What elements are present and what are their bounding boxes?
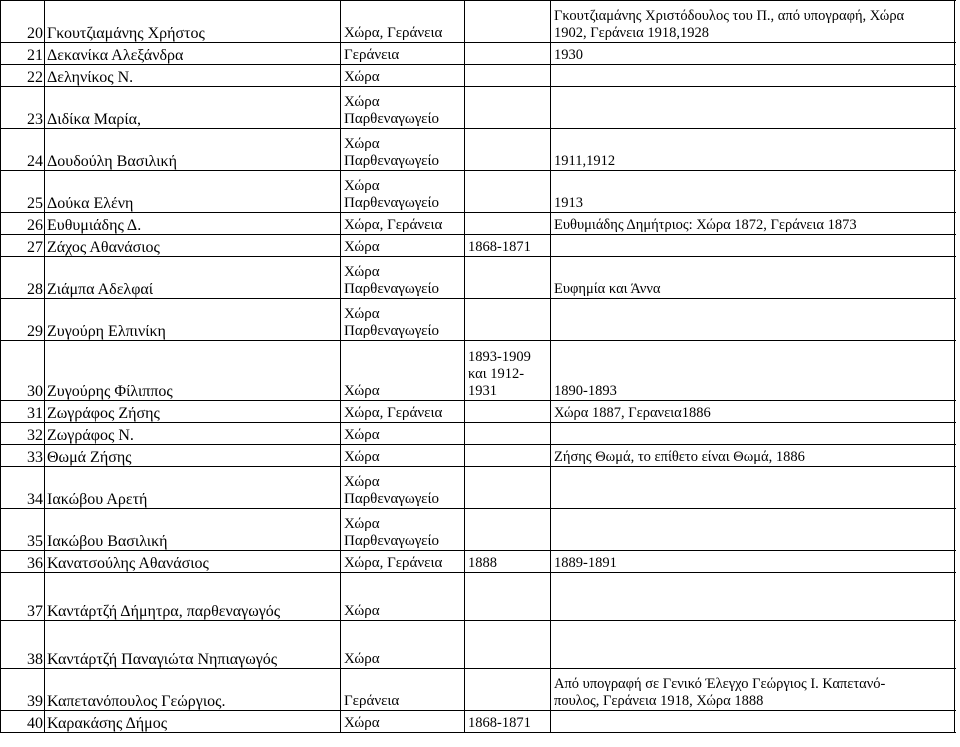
service-years-cell xyxy=(551,401,955,423)
location-cell-line: Παρθεναγωγείο xyxy=(344,195,440,211)
location-cell xyxy=(341,87,465,129)
location-cell-line: Χώρα xyxy=(344,603,380,619)
teacher-name: Ιακώβου Αρετή xyxy=(45,467,341,509)
location-cell xyxy=(341,445,465,467)
location-cell-line: Γεράνεια xyxy=(344,47,400,63)
teacher-name: Ζωγράφος Ν. xyxy=(45,423,341,445)
table-row xyxy=(1,467,955,509)
location-cell-line: Χώρα, Γεράνεια xyxy=(344,217,443,233)
service-years-cell xyxy=(551,213,955,235)
location-cell-line: Χώρα, Γεράνεια xyxy=(344,25,443,41)
row-number: 30 xyxy=(1,341,45,401)
teacher-name: Δεληνίκος Ν. xyxy=(45,65,341,87)
teacher-name: Δεκανίκα Αλεξάνδρα xyxy=(45,43,341,65)
table-row xyxy=(1,669,955,711)
location-cell xyxy=(341,341,465,401)
row-number: 37 xyxy=(1,573,45,621)
table-row xyxy=(1,341,955,401)
service-years-cell xyxy=(551,257,955,299)
note-cell-line: Χώρα 1887, Γερανεια1886 xyxy=(554,405,711,421)
row-number: 33 xyxy=(1,445,45,467)
location-cell-line: Γεράνεια xyxy=(344,693,400,709)
service-years-cell xyxy=(551,445,955,467)
row-number: 32 xyxy=(1,423,45,445)
location-cell-line: Χώρα xyxy=(344,651,380,667)
service-years-cell xyxy=(551,129,955,171)
location-cell xyxy=(341,467,465,509)
row-number: 28 xyxy=(1,257,45,299)
teacher-name: Κανατσούλης Αθανάσιος xyxy=(45,551,341,573)
location-cell xyxy=(341,669,465,711)
location-cell xyxy=(341,401,465,423)
years-cell xyxy=(465,401,551,423)
location-cell-line: Χώρα xyxy=(344,427,380,443)
row-number: 35 xyxy=(1,509,45,551)
note-cell-line: Ευθυμιάδης Δημήτριος: Χώρα 1872, Γεράνεια 1873 xyxy=(554,217,857,233)
location-cell xyxy=(341,509,465,551)
location-cell-line: Χώρα xyxy=(344,449,380,465)
location-cell xyxy=(341,129,465,171)
service-years-cell xyxy=(551,711,955,733)
row-number: 40 xyxy=(1,711,45,733)
location-cell-line: Χώρα, Γεράνεια xyxy=(344,405,443,421)
row-number: 20 xyxy=(1,1,45,43)
location-cell-line: Χώρα xyxy=(344,383,380,399)
teacher-name: Καντάρτζή Δήμητρα, παρθεναγωγός xyxy=(45,573,341,621)
location-cell-line: Παρθεναγωγείο xyxy=(344,323,440,339)
row-number: 29 xyxy=(1,299,45,341)
location-cell-line: Χώρα xyxy=(344,136,380,152)
note-cell-line: Γκουτζιαμάνης Χριστόδουλος του Π., από υπογραφή, Χώρα xyxy=(554,8,905,24)
row-number: 25 xyxy=(1,171,45,213)
years-cell xyxy=(465,509,551,551)
service-years-cell-line: 1930 xyxy=(554,47,583,63)
table-row xyxy=(1,171,955,213)
years-cell xyxy=(465,257,551,299)
table-row xyxy=(1,711,955,733)
service-years-cell xyxy=(551,669,955,711)
years-cell xyxy=(465,129,551,171)
teacher-name: Ευθυμιάδης Δ. xyxy=(45,213,341,235)
row-number: 38 xyxy=(1,621,45,669)
note-cell-line: Από υπογραφή σε Γενικό Έλεγχο Γεώργιος Ι. Καπετανό- xyxy=(554,676,886,692)
service-years-cell xyxy=(551,171,955,213)
teacher-name: Ζυγούρης Φίλιππος xyxy=(45,341,341,401)
table-row xyxy=(1,423,955,445)
service-years-cell xyxy=(551,1,955,43)
table-row xyxy=(1,551,955,573)
years-cell-line: 1868-1871 xyxy=(468,239,531,255)
location-cell-line: Χώρα xyxy=(344,239,380,255)
service-years-cell xyxy=(551,235,955,257)
location-cell xyxy=(341,213,465,235)
service-years-cell xyxy=(551,299,955,341)
location-cell xyxy=(341,299,465,341)
table-row xyxy=(1,129,955,171)
location-cell xyxy=(341,43,465,65)
table-row xyxy=(1,65,955,87)
service-years-cell xyxy=(551,509,955,551)
table-row xyxy=(1,445,955,467)
years-cell-line: 1893-1909 xyxy=(468,349,531,365)
teacher-name: Καπετανόπουλος Γεώργιος. xyxy=(45,669,341,711)
years-cell xyxy=(465,423,551,445)
years-cell xyxy=(465,445,551,467)
location-cell xyxy=(341,257,465,299)
note-cell-line: Ευφημία και Άννα xyxy=(554,281,661,297)
location-cell-line: Χώρα xyxy=(344,94,380,110)
row-number: 23 xyxy=(1,87,45,129)
teacher-name: Καντάρτζή Παναγιώτα Νηπιαγωγός xyxy=(45,621,341,669)
service-years-cell xyxy=(551,551,955,573)
years-cell xyxy=(465,235,551,257)
row-number: 27 xyxy=(1,235,45,257)
table-row xyxy=(1,43,955,65)
teacher-name: Θωμά Ζήσης xyxy=(45,445,341,467)
location-cell-line: Χώρα, Γεράνεια xyxy=(344,555,443,571)
location-cell xyxy=(341,551,465,573)
service-years-cell xyxy=(551,621,955,669)
teacher-name: Διδίκα Μαρία, xyxy=(45,87,341,129)
location-cell-line: Χώρα xyxy=(344,516,380,532)
service-years-cell xyxy=(551,65,955,87)
service-years-cell-line: 1911,1912 xyxy=(554,153,616,169)
service-years-cell-line: 1889-1891 xyxy=(554,555,617,571)
row-number: 21 xyxy=(1,43,45,65)
years-cell-line: 1868-1871 xyxy=(468,715,531,731)
row-number: 39 xyxy=(1,669,45,711)
location-cell-line: Χώρα xyxy=(344,474,380,490)
teacher-name: Καρακάσης Δήμος xyxy=(45,711,341,733)
years-cell xyxy=(465,551,551,573)
location-cell xyxy=(341,65,465,87)
years-cell xyxy=(465,341,551,401)
service-years-cell xyxy=(551,467,955,509)
row-number: 31 xyxy=(1,401,45,423)
years-cell xyxy=(465,87,551,129)
table-row xyxy=(1,509,955,551)
location-cell-line: Χώρα xyxy=(344,715,380,731)
table-row xyxy=(1,235,955,257)
teacher-name: Ζιάμπα Αδελφαί xyxy=(45,257,341,299)
years-cell xyxy=(465,467,551,509)
teacher-name: Ζωγράφος Ζήσης xyxy=(45,401,341,423)
location-cell xyxy=(341,711,465,733)
teacher-name: Δούκα Ελένη xyxy=(45,171,341,213)
table-row xyxy=(1,621,955,669)
service-years-cell xyxy=(551,573,955,621)
location-cell xyxy=(341,423,465,445)
table-row xyxy=(1,257,955,299)
location-cell xyxy=(341,1,465,43)
note-cell-line: 1902, Γεράνεια 1918,1928 xyxy=(554,25,709,41)
service-years-cell-line: 1913 xyxy=(554,195,583,211)
location-cell-line: Παρθεναγωγείο xyxy=(344,111,440,127)
location-cell-line: Παρθεναγωγείο xyxy=(344,491,440,507)
table-row xyxy=(1,573,955,621)
years-cell-line: 1888 xyxy=(468,555,497,571)
service-years-cell xyxy=(551,87,955,129)
location-cell xyxy=(341,573,465,621)
location-cell-line: Παρθεναγωγείο xyxy=(344,533,440,549)
years-cell xyxy=(465,299,551,341)
row-number: 36 xyxy=(1,551,45,573)
row-number: 24 xyxy=(1,129,45,171)
service-years-cell xyxy=(551,43,955,65)
years-cell-line: 1931 xyxy=(468,383,497,399)
table-row xyxy=(1,213,955,235)
note-cell-line: πουλος, Γεράνεια 1918, Χώρα 1888 xyxy=(554,693,764,709)
note-cell-line: Ζήσης Θωμά, το επίθετο είναι Θωμά, 1886 xyxy=(554,449,805,465)
service-years-cell-line: 1890-1893 xyxy=(554,383,617,399)
years-cell xyxy=(465,171,551,213)
table-row xyxy=(1,87,955,129)
table-row xyxy=(1,299,955,341)
row-number: 22 xyxy=(1,65,45,87)
teacher-name: Ιακώβου Βασιλική xyxy=(45,509,341,551)
table-row xyxy=(1,401,955,423)
teacher-name: Ζυγούρη Ελπινίκη xyxy=(45,299,341,341)
location-cell-line: Παρθεναγωγείο xyxy=(344,153,440,169)
location-cell-line: Χώρα xyxy=(344,306,380,322)
location-cell-line: Χώρα xyxy=(344,264,380,280)
years-cell xyxy=(465,1,551,43)
years-cell xyxy=(465,669,551,711)
years-cell-line: και 1912- xyxy=(468,366,525,382)
location-cell xyxy=(341,235,465,257)
teacher-name: Δουδούλη Βασιλική xyxy=(45,129,341,171)
row-number: 34 xyxy=(1,467,45,509)
location-cell-line: Χώρα xyxy=(344,178,380,194)
years-cell xyxy=(465,65,551,87)
years-cell xyxy=(465,43,551,65)
location-cell-line: Παρθεναγωγείο xyxy=(344,281,440,297)
years-cell xyxy=(465,711,551,733)
teacher-name: Γκουτζιαμάνης Χρήστος xyxy=(45,1,341,43)
service-years-cell xyxy=(551,423,955,445)
location-cell xyxy=(341,621,465,669)
location-cell xyxy=(341,171,465,213)
location-cell-line: Χώρα xyxy=(344,69,380,85)
service-years-cell xyxy=(551,341,955,401)
years-cell xyxy=(465,213,551,235)
years-cell xyxy=(465,621,551,669)
row-number: 26 xyxy=(1,213,45,235)
teacher-name: Ζάχος Αθανάσιος xyxy=(45,235,341,257)
years-cell xyxy=(465,573,551,621)
table-row xyxy=(1,1,955,43)
